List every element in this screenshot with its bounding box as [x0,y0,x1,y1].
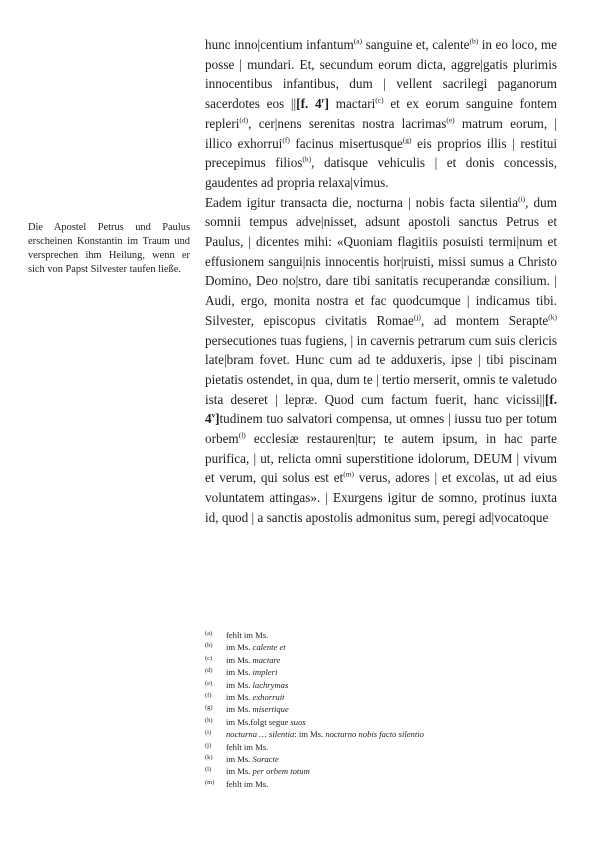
footnote-text [226,753,279,765]
footnote [205,703,545,715]
folio-bracket: ] [215,411,220,427]
footnote-reference[interactable]: (c) [375,95,384,105]
footnote [205,691,545,703]
footnote-mark: (i) [205,729,212,737]
footnote-reference[interactable]: (f) [282,135,290,145]
footnote [205,629,545,641]
footnote-text [226,691,285,703]
footnote-text [226,629,268,641]
footnote-reference[interactable]: (j) [413,312,421,322]
text-run: , datisque vehiculis | et donis concessis, gaudentes ad propria relaxa|vimus. [205,155,557,190]
text-run: et ex eorum sanguine fontem repleri [205,96,557,131]
footnote-text [226,716,306,728]
footnote-text [226,778,268,790]
footnote-run: fehlt im Ms. [226,778,269,789]
footnote-italic: nocturno nobis facto silentio [325,729,424,740]
footnote-mark: (j) [205,741,212,749]
footnote-italic: per orbem totum [252,766,310,777]
footnote-italic: misertique [252,704,289,715]
footnote-run: fehlt im Ms. [226,741,269,752]
footnote-reference[interactable]: (i) [518,194,526,204]
text-run: Eadem igitur transacta die, nocturna | nobis facta silentia [205,194,519,210]
footnote-mark: (a) [205,630,213,637]
footnote-text [226,666,277,678]
footnote-text [226,728,424,740]
footnote-reference[interactable]: (a) [353,36,363,46]
text-run: eis proprios illis | restitui precepimus filios [205,135,557,171]
footnote-mark: (h) [205,716,213,724]
footnote-reference[interactable]: (b) [469,36,479,46]
footnote-run: im Ms. [226,679,253,690]
footnote-run: : im Ms. [294,729,326,740]
folio-bracket: ] [324,96,330,112]
footnote [205,716,545,728]
margin-note: Die Apostel Petrus und Paulus erscheinen Konstantin im Traum und versprechen ihm Heilung, wenn er sich von Papst Silvester taufen ließe. [28,222,190,275]
footnote-mark: (m) [205,778,215,786]
footnote-reference[interactable]: (l) [238,430,246,440]
footnote-mark: (l) [205,766,212,774]
footnote-run: im Ms. [226,654,253,665]
text-run: in eo loco, me posse | mundari. Et, secundum eorum dicta, aggre|gatis plurimis innocentibus infantibus, dum | vellent sacrilegi paganorum sacerdotes eos || [205,37,558,112]
text-run: , cer|nens serenitas nostra lacrimas [248,115,447,131]
footnote-reference[interactable]: (g) [402,135,412,145]
footnote-text [226,765,310,777]
footnote-mark: (f) [205,692,212,700]
paragraph [205,193,557,528]
footnote-run: im Ms. [226,704,253,715]
footnote-run: im Ms. [226,642,253,653]
footnote-mark: (g) [205,704,213,712]
text-run: hunc inno|centium infantum [205,37,354,52]
footnote-run: fehlt im Ms. [226,630,269,640]
footnote [205,641,545,653]
footnote-run: im Ms. [226,692,253,703]
text-run: ecclesiæ restauren|tur; te autem ipsum, in hac parte purifica, | ut, relicta omni superstitione idolorum, DEUM | vivum et verum, qui solus est et [205,431,557,486]
footnote-italic: suos [290,716,306,727]
text-run: , ad montem Serapte [420,312,549,328]
footnote-mark: (d) [205,667,213,675]
footnote-italic: lachrymas [252,679,289,690]
footnote-reference[interactable]: (e) [446,115,455,125]
footnote-text [226,641,286,653]
footnote-mark: (e) [205,679,213,687]
footnote-run: im Ms. [226,766,253,777]
footnote-italic: mactare [252,654,281,665]
footnote-italic: impleri [252,667,278,678]
folio-side: v [211,411,216,420]
footnote-italic: exhorruit [252,692,285,703]
footnote-mark: (k) [205,754,213,762]
footnote-run: im Ms.folgt segue [226,716,291,727]
footnote [205,753,545,765]
text-run: persecutiones tuas fugiens, | in cavernis petrarum cum suis clericis late|bram fovet. Hunc cum ad te adduxeris, ipse | tibi piscinam pietatis ostendet, in qua, dum te | tertio merserit, omnis te valetudo ista deseret | lepræ. Quod cum factum fuerit, hanc vicissi|| [205,332,557,407]
text-run: sanguine et, calente [362,37,470,52]
footnote-text [226,679,288,691]
folio-label: [f. 4 [205,391,557,427]
footnote-text [226,703,289,715]
folio-side: r [321,96,325,105]
footnote-italic: calente et [252,642,286,653]
footnote-mark: (c) [205,654,213,662]
text-run: matrum eorum, | illico exhorrui [205,115,557,151]
footnote-text [226,654,280,666]
folio-label: [f. 4 [296,96,322,112]
text-run: tudinem tuo salvatori compensa, ut omnes | iussu tuo per totum orbem [205,411,557,447]
footnote [205,765,545,777]
footnote-reference[interactable]: (m) [343,470,355,480]
footnote-text [226,741,268,753]
footnote [205,654,545,666]
text-run: facinus misertusque [289,135,403,151]
footnote [205,741,545,753]
footnote-run: im Ms. [226,667,253,678]
footnotes [205,629,545,790]
footnote [205,679,545,691]
footnote-reference[interactable]: (d) [239,115,249,125]
footnote [205,728,545,740]
folio-marker [296,96,329,111]
footnote-mark: (b) [205,642,213,650]
text-run: mactari [329,96,376,112]
main-text [205,35,557,528]
footnote-run: im Ms. [226,754,253,765]
paragraph [205,35,557,193]
text-run: verus, adores | et excolas, ut ad eius voluntatem attingas». | Exurgens igitur de somno, protinus iuxta id, quod | a sanctis apostolis admonitus sum, peregi ad|vocatoque [205,470,557,525]
footnote [205,666,545,678]
footnote-italic: nocturna … silentia [226,729,295,740]
footnote-reference[interactable]: (k) [548,312,557,322]
footnote-italic: Soracte [252,754,279,765]
footnote [205,778,545,790]
footnote-reference[interactable]: (h) [302,154,312,164]
text-run: , dum somnii tempus adve|nisset, adsunt apostoli sanctus Petrus et Paulus, | dicentes mihi: «Quoniam flagitiis posuisti termi|num et effusionem sangui|nis innocentis hor|ruisti, missi sumus a Christo Domino, Deo no|stro, dare tibi sanitatis recuperandæ consilium. | Audi, ergo, monita nostra et fac quodcumque | indicamus tibi. Silvester, episcopus civitatis Romae [205,194,557,328]
